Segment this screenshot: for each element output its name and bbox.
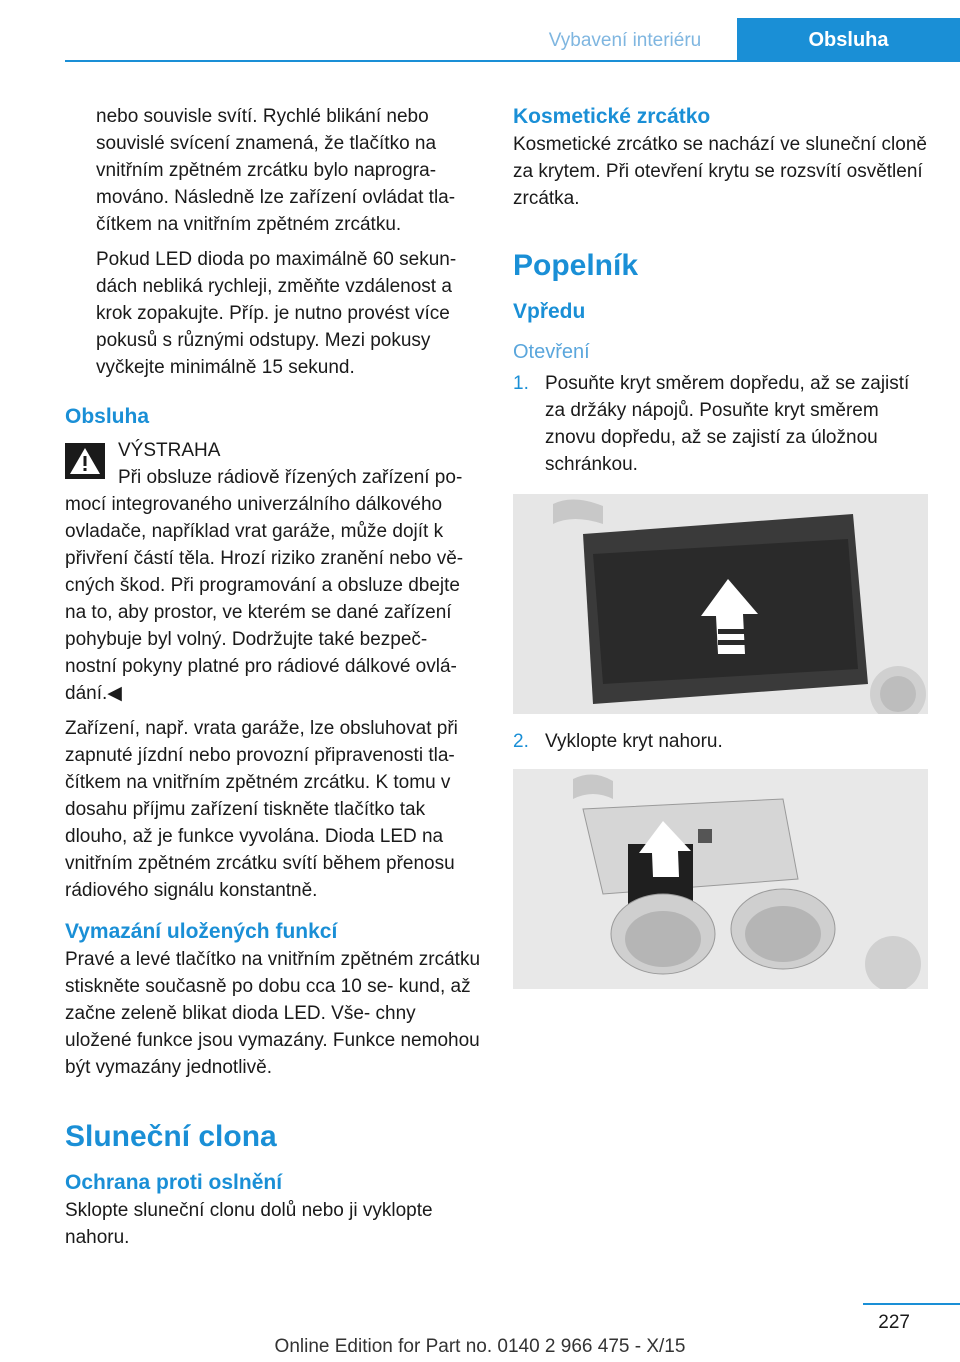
step-text: Posuňte kryt směrem dopředu, až se zajistí za držáky nápojů. Posuňte kryt směrem znovu dopředu, až se zajistí za úložnou schránkou. <box>545 373 910 475</box>
paragraph: Kosmetické zrcátko se nachází ve sluneční cloně za krytem. Při otevření krytu se rozsvítí osvětlení zrcátka. <box>513 134 927 209</box>
list-item-image <box>513 494 928 714</box>
right-column <box>513 103 928 989</box>
paragraph: nebo souvisle svítí. Rychlé blikání nebo souvislé svícení znamená, že tlačítko na vnitřním zpětném zrcátku bylo naprogra- mováno. Následně lze zařízení ovládat tla- čítkem na vnitřním zpětném zrcátku. <box>96 106 456 235</box>
console-cover-image <box>513 494 928 714</box>
warning-icon <box>65 443 105 479</box>
steps-list <box>513 370 928 989</box>
warning-text: mocí integrovaného univerzálního dálkového ovladače, například vrat garáže, může dojít k přivření částí těla. Hrozí riziko zranění nebo vě- cných škod. Při programování a obsluze dbejte na to, aby prostor, ve kterém se dané zařízení pohybuje byl volný. Dodržujte také bezpeč- nostní pokyny platné pro rádiové dálkové ovlá- dání.◀ <box>65 494 464 704</box>
step-number: 2. <box>513 731 529 752</box>
warning-text-first: Při obsluze rádiově řízených zařízení po- <box>118 467 463 488</box>
header-tab: Obsluha <box>737 18 960 62</box>
list-item-image <box>513 769 928 989</box>
paragraph: Sklopte sluneční clonu dolů nebo ji vyklopte nahoru. <box>65 1200 433 1248</box>
warning-title: VÝSTRAHA <box>118 440 221 461</box>
warning-block <box>65 437 480 707</box>
step-number: 1. <box>513 373 529 394</box>
ashtray-open-image <box>513 769 928 989</box>
heading-slunecni-clona: Sluneční clona <box>65 1120 277 1153</box>
step-text: Vyklopte kryt nahoru. <box>545 731 723 752</box>
paragraph: Zařízení, např. vrata garáže, lze obsluhovat při zapnuté jízdní nebo provozní připravenosti tla- čítkem na vnitřním zpětném zrcátku. K tomu v dosahu příjmu zařízení tiskněte tlačítko tak dlouho, až je funkce vyvolána. Dioda LED na vnitřním zpětném zrcátku svítí během přenosu rádiového signálu konstantně. <box>65 718 458 901</box>
heading-vymazani: Vymazání uložených funkcí <box>65 920 338 943</box>
left-column <box>65 103 480 1259</box>
heading-kosmeticke-zrcatko: Kosmetické zrcátko <box>513 105 711 128</box>
footer-rule <box>863 1303 960 1305</box>
paragraph: Pokud LED dioda po maximálně 60 sekun- dách nebliká rychleji, změňte vzdálenost a krok zopakujte. Příp. je nutno provést více pokusů s různými odstupy. Mezi pokusy vyčkejte minimálně 15 sekund. <box>96 249 457 378</box>
heading-obsluha: Obsluha <box>65 405 150 428</box>
page-number: 227 <box>878 1312 910 1333</box>
heading-vpredu: Vpředu <box>513 300 586 323</box>
footer-edition: Online Edition for Part no. 0140 2 966 475 - X/15 <box>274 1336 686 1357</box>
paragraph: Pravé a levé tlačítko na vnitřním zpětném zrcátku stiskněte současně po dobu cca 10 se- kund, až začne zeleně blikat dioda LED. Vše- chny uložené funkce jsou vymazány. Funkce nemohou být vymazány jednotlivě. <box>65 949 481 1078</box>
list-item <box>513 728 928 755</box>
list-item <box>513 370 928 478</box>
heading-popelnik: Popelník <box>513 249 639 282</box>
heading-otevreni: Otevření <box>513 341 590 363</box>
heading-ochrana: Ochrana proti oslnění <box>65 1171 283 1194</box>
header-section: Vybavení interiéru <box>548 30 702 51</box>
